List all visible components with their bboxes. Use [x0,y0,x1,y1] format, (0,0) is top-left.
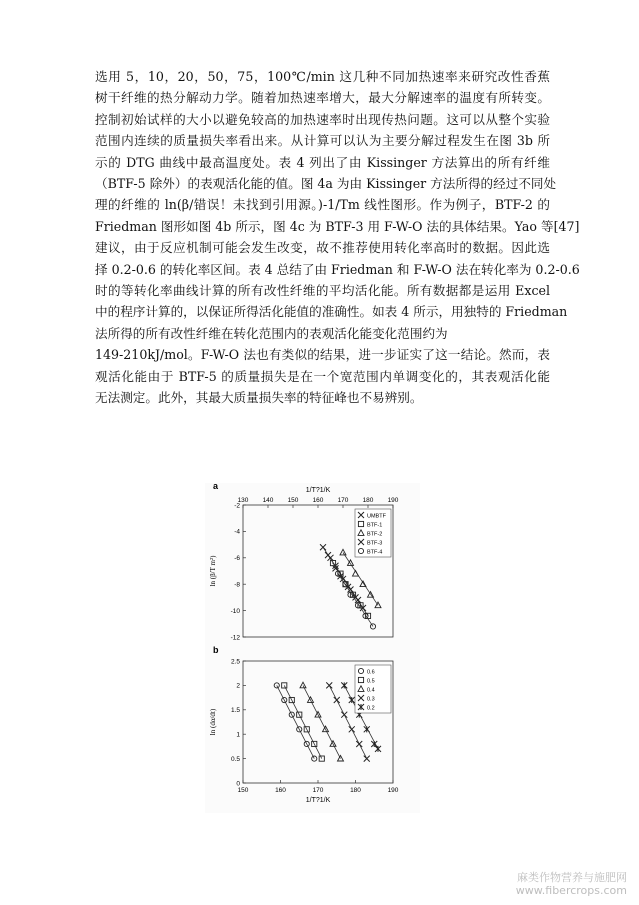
data-point [349,697,355,703]
x-axis-label: 1/T?1/K [305,797,331,804]
legend-label: 0.4 [367,687,375,694]
text-line: 观活化能由于 BTF-5 的质量损失是在一个宽范围内单调变化的，其表观活化能 [95,368,550,384]
x-tick-label: 150 [237,787,249,794]
y-tick-label: 2.5 [230,658,240,666]
data-point [340,549,346,555]
y-tick-label: 0.5 [230,755,240,763]
watermark-line-1: 麻类作物营养与施肥网 [517,871,627,884]
data-point [334,697,340,703]
text-line: 择 0.2-0.6 的转化率区间。表 4 总结了由 Friedman 和 F-W-O 法在转化率为 0.2-0.6 [95,261,580,277]
data-point [356,741,362,747]
text-line: （BTF-5 除外）的表观活化能的值。图 4a 为由 Kissinger 方法所得的经过不同处 [95,176,557,192]
data-point [300,682,306,688]
legend-label: 0.6 [367,669,375,676]
x-tick-label: 130 [237,497,249,504]
fit-line [284,685,322,758]
watermark-line-2: www.fibercrops.com [515,884,627,897]
data-point [328,555,334,561]
text-line: 控制初始试样的大小以避免较高的加热速率时出现传热问题。这可以从整个实验 [95,111,550,127]
text-line: 选用 5，10，20，50，75，100℃/min 这几种不同加热速率来研究改性香蕉 [95,69,550,84]
y-tick-label: 1.5 [230,707,240,715]
text-line: Friedman 图形如图 4b 所示，图 4c 为 BTF-3 用 F-W-O 法的具体结果。Yao 等[47] [95,218,580,234]
fit-line [338,574,373,627]
x-tick-label: 190 [387,497,399,504]
x-tick-label: 170 [337,497,349,504]
legend-label: 0.2 [367,705,375,712]
legend-label: BTF-2 [367,531,383,538]
text-line: 建议，由于反应机制可能会发生改变，故不推荐使用转化率高时的数据。因此选 [95,240,550,256]
data-point [364,756,370,762]
y-tick-label: -2 [234,502,240,510]
x-tick-label: 140 [262,497,274,504]
y-tick-label: -10 [230,607,240,615]
text-line: 示的 DTG 曲线中最高温度处。表 4 列出了由 Kissinger 方法算出的所有纤维 [95,154,550,170]
y-tick-label: -8 [234,581,240,589]
data-point [375,746,381,752]
text-line: 法所得的所有改性纤维在转化范围内的表观活化能变化范围约为 [95,325,448,341]
y-tick-label: 2 [236,682,240,690]
legend-label: 0.5 [367,678,375,685]
y-axis-label: ln (dα/dt) [209,708,217,736]
figure-4-svg [205,483,420,813]
x-tick-label: 160 [275,787,286,794]
text-line: 无法测定。此外，其最大质量损失率的特征峰也不易辨别。 [95,390,423,406]
y-tick-label: -4 [234,528,240,536]
data-point [326,682,332,688]
data-point [364,726,370,732]
y-tick-label: -6 [234,555,240,563]
x-tick-label: 160 [312,497,324,504]
y-tick-label: 0 [236,780,240,788]
data-point [341,712,347,718]
legend-label: BTF-1 [367,522,383,529]
text-line: 理的纤维的 ln(β/错误！未找到引用源。)-1/Tm 线性图形。作为例子，BTF-2 的 [95,197,550,213]
legend-label: UMBTF [367,513,386,520]
y-tick-label: 1 [236,731,240,739]
panel-label: b [213,645,219,655]
text-line: 范围内连续的质量损失率看出来。从计算可以认为主要分解过程发生在图 3b 所 [95,133,550,149]
y-axis-label: ln (β/T m²) [209,555,217,587]
data-point [320,544,326,550]
x-tick-label: 170 [312,787,324,794]
text-line: 时的等转化率曲线计算的所有改性纤维的平均活化能。所有数据都是运用 Excel [95,283,550,299]
legend-label: 0.3 [367,696,375,703]
data-point [360,581,366,587]
data-point [341,682,347,688]
text-line: 树干纤维的热分解动力学。随着加热速率增大，最大分解速率的温度有所转变。 [95,90,550,106]
x-tick-label: 190 [387,787,399,794]
x-tick-label: 150 [287,497,299,504]
figure-4 [205,483,420,813]
x-tick-label: 180 [362,497,374,504]
text-line: 中的程序计算的，以保证所得活化能值的准确性。如表 4 所示，用独特的 Friedman [95,304,568,320]
site-watermark [516,871,627,897]
x-tick-label: 180 [350,787,361,794]
x-axis-label: 1/T?1/K [305,487,331,494]
data-point [349,726,355,732]
y-tick-label: -12 [230,634,240,642]
data-point [371,741,377,747]
text-line: 149-210kJ/mol。F-W-O 法也有类似的结果，进一步证实了这一结论。然而，表 [95,347,550,363]
panel-label: a [213,483,219,491]
legend-label: BTF-3 [367,540,383,547]
body-paragraph [95,66,580,409]
legend-label: BTF-4 [367,549,383,556]
data-point [353,570,359,576]
